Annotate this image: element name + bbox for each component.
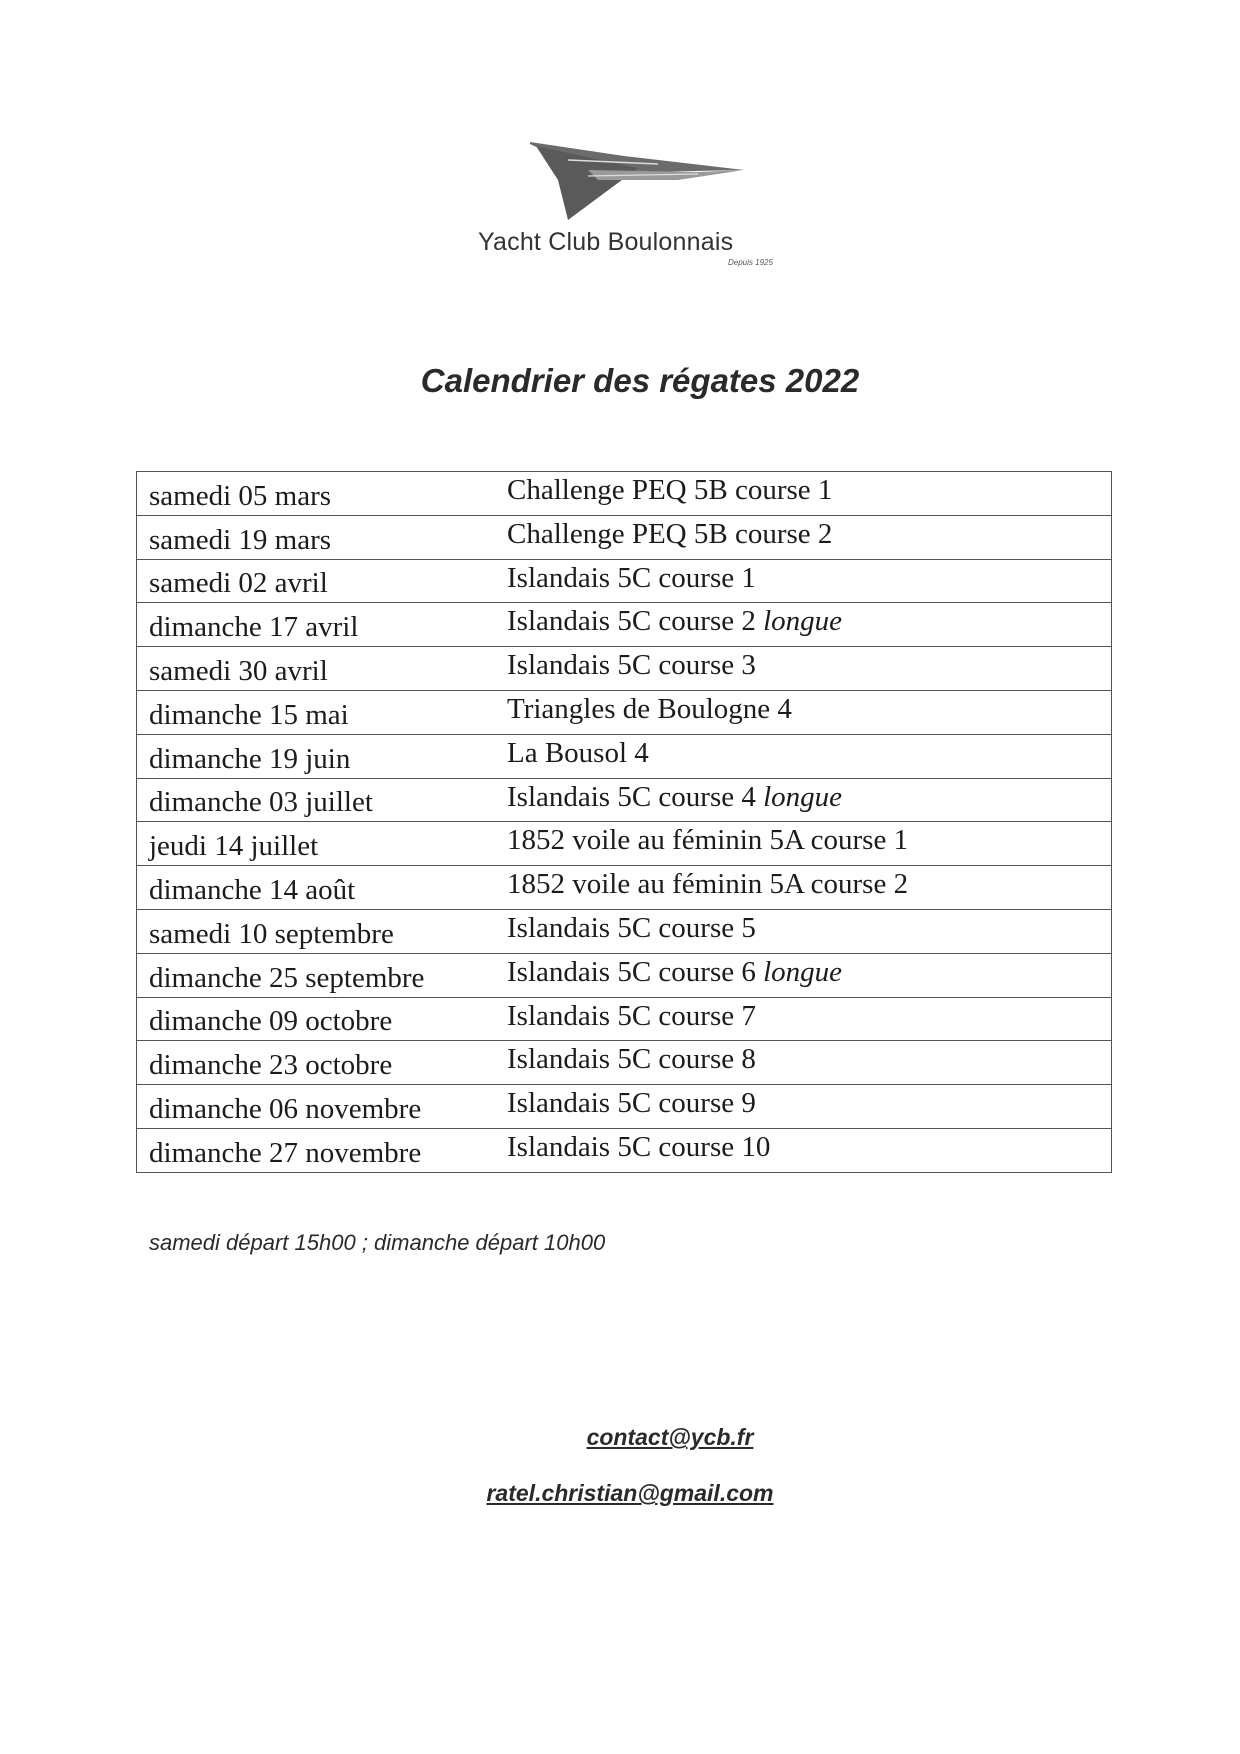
table-row <box>137 866 1112 910</box>
contact-email-link[interactable]: contact@ycb.fr <box>586 1424 754 1450</box>
regatta-event-cell <box>507 778 1112 822</box>
table-row <box>137 778 1112 822</box>
regatta-date: samedi 10 septembre <box>137 909 508 953</box>
regatta-event-cell <box>507 822 1112 866</box>
regatta-event-cell <box>507 909 1112 953</box>
regatta-event: La Bousol 4 <box>507 736 649 769</box>
table-row <box>137 1085 1112 1129</box>
regatta-date: samedi 02 avril <box>137 559 508 603</box>
regatta-event: Islandais 5C course 7 <box>507 999 756 1032</box>
regatta-event: 1852 voile au féminin 5A course 2 <box>507 868 909 901</box>
table-row <box>137 603 1112 647</box>
contact-email-link[interactable]: ratel.christian@gmail.com <box>486 1480 774 1506</box>
regatta-date: dimanche 25 septembre <box>137 953 508 997</box>
regatta-date: samedi 19 mars <box>137 515 508 559</box>
table-row <box>137 647 1112 691</box>
page-title: Calendrier des régates 2022 <box>420 362 860 399</box>
regatta-event-cell <box>507 515 1112 559</box>
table-row <box>137 997 1112 1041</box>
regatta-date: samedi 30 avril <box>137 647 508 691</box>
table-row <box>137 1041 1112 1085</box>
sail-logo-icon <box>528 140 744 220</box>
table-row <box>137 559 1112 603</box>
regatta-note: longue <box>763 605 843 638</box>
regatta-date: dimanche 06 novembre <box>137 1085 508 1129</box>
table-row <box>137 515 1112 559</box>
regatta-event: Islandais 5C course 5 <box>507 911 756 944</box>
regatta-note: longue <box>763 780 843 813</box>
regatta-event: 1852 voile au féminin 5A course 1 <box>507 824 909 857</box>
regatta-event: Islandais 5C course 9 <box>507 1087 756 1120</box>
table-row <box>137 472 1112 516</box>
regatta-event: Islandais 5C course 2 <box>507 605 756 638</box>
regatta-event-cell <box>507 1041 1112 1085</box>
regatta-date: dimanche 23 octobre <box>137 1041 508 1085</box>
regatta-event: Islandais 5C course 8 <box>507 1043 756 1076</box>
table-row <box>137 1128 1112 1172</box>
regatta-date: jeudi 14 juillet <box>137 822 508 866</box>
regatta-event-cell <box>507 734 1112 778</box>
regatta-event-cell <box>507 997 1112 1041</box>
regatta-event: Triangles de Boulogne 4 <box>507 692 792 725</box>
regatta-event: Challenge PEQ 5B course 1 <box>507 474 833 506</box>
departure-times-note: samedi départ 15h00 ; dimanche départ 10h00 <box>149 1230 606 1255</box>
table-row <box>137 909 1112 953</box>
club-name: Yacht Club Boulonnais <box>478 228 734 256</box>
regatta-event-cell <box>507 1085 1112 1129</box>
regatta-date: dimanche 09 octobre <box>137 997 508 1041</box>
regatta-date: dimanche 17 avril <box>137 603 508 647</box>
regatta-event-cell <box>507 603 1112 647</box>
regatta-date: samedi 05 mars <box>137 472 508 516</box>
regatta-event: Islandais 5C course 1 <box>507 561 756 594</box>
regatta-event: Islandais 5C course 10 <box>507 1130 771 1163</box>
regatta-date: dimanche 27 novembre <box>137 1128 508 1172</box>
table-row <box>137 822 1112 866</box>
regatta-event-cell <box>507 953 1112 997</box>
regatta-event: Challenge PEQ 5B course 2 <box>507 517 833 550</box>
regatta-event-cell <box>507 866 1112 910</box>
regatta-note: longue <box>763 955 843 988</box>
regatta-event: Islandais 5C course 6 <box>507 955 756 988</box>
regatta-event-cell <box>507 472 1112 516</box>
regatta-event-cell <box>507 1128 1112 1172</box>
regatta-event-cell <box>507 647 1112 691</box>
regatta-schedule-table <box>136 471 1112 1173</box>
table-row <box>137 953 1112 997</box>
table-row <box>137 690 1112 734</box>
regatta-date: dimanche 19 juin <box>137 734 508 778</box>
regatta-event: Islandais 5C course 4 <box>507 780 756 813</box>
regatta-date: dimanche 14 août <box>137 866 508 910</box>
table-row <box>137 734 1112 778</box>
regatta-date: dimanche 15 mai <box>137 690 508 734</box>
regatta-date: dimanche 03 juillet <box>137 778 508 822</box>
regatta-event: Islandais 5C course 3 <box>507 649 756 682</box>
club-since: Depuis 1925 <box>728 258 773 267</box>
regatta-event-cell <box>507 690 1112 734</box>
regatta-event-cell <box>507 559 1112 603</box>
